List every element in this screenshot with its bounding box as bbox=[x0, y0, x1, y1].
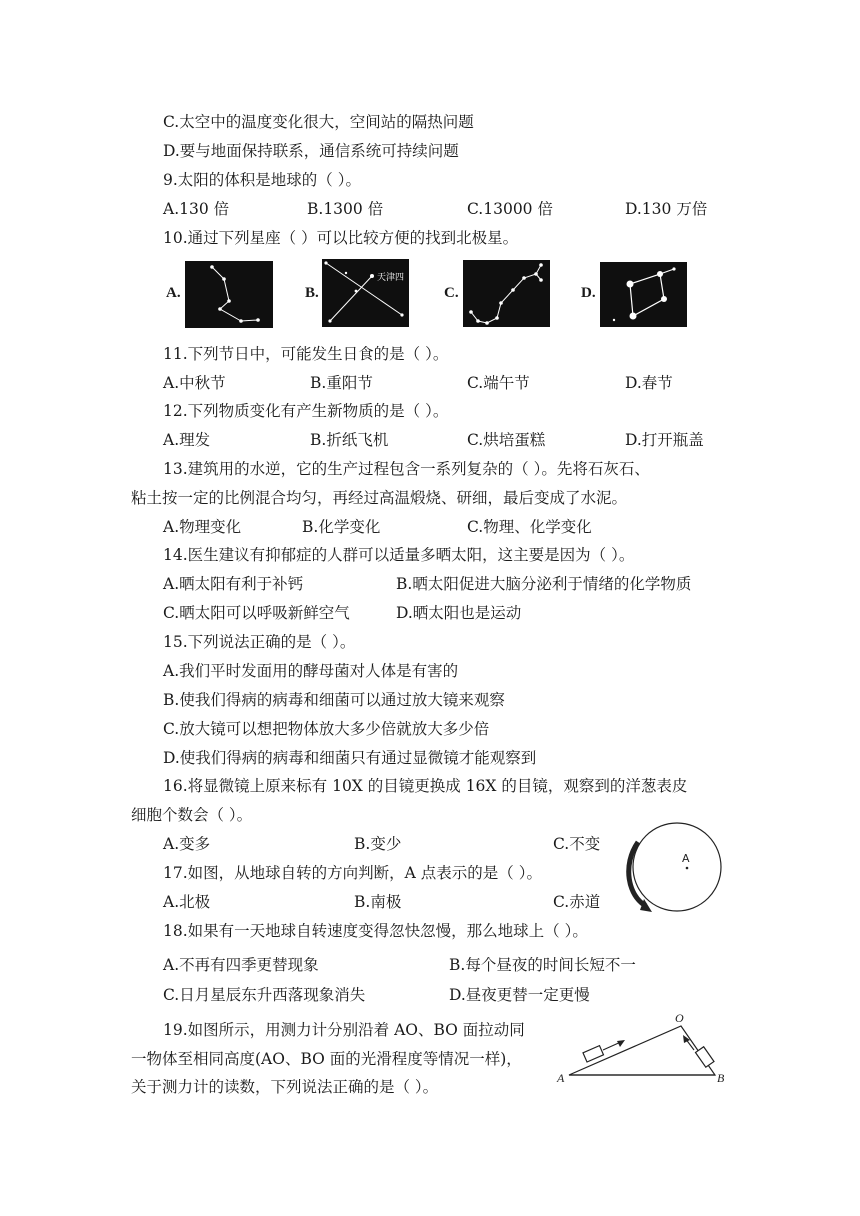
question-19-line-2: 一物体至相同高度(AO、BO 面的光滑程度等情况一样)， bbox=[131, 1050, 522, 1068]
question-15: 15.下列说法正确的是（ ）。 bbox=[163, 633, 356, 651]
q14-option-d: D.晒太阳也是运动 bbox=[396, 604, 522, 622]
q15-option-b: B.使我们得病的病毒和细菌可以通过放大镜来观察 bbox=[163, 691, 505, 709]
q14-option-c: C.晒太阳可以呼吸新鲜空气 bbox=[163, 604, 350, 622]
q14-option-b: B.晒太阳促进大脑分泌利于情绪的化学物质 bbox=[396, 575, 692, 593]
q13-option-a: A.物理变化 bbox=[163, 518, 242, 536]
option-c-space-station: C.太空中的温度变化很大，空间站的隔热问题 bbox=[163, 113, 474, 131]
incline-figure bbox=[553, 1010, 733, 1090]
q17-option-c: C.赤道 bbox=[553, 893, 601, 911]
q18-option-a: A.不再有四季更替现象 bbox=[163, 956, 319, 974]
q16-option-b: B.变少 bbox=[354, 835, 402, 853]
question-9: 9.太阳的体积是地球的（ ）。 bbox=[163, 171, 361, 189]
question-19-line-3: 关于测力计的读数，下列说法正确的是（ ）。 bbox=[131, 1078, 439, 1096]
q10-option-d-image bbox=[600, 262, 687, 327]
question-17: 17.如图，从地球自转的方向判断，A 点表示的是（ ）。 bbox=[163, 864, 542, 882]
question-16-line-1: 16.将显微镜上原来标有 10X 的目镜更换成 16X 的目镜，观察到的洋葱表皮 bbox=[163, 777, 688, 795]
q12-option-d: D.打开瓶盖 bbox=[625, 431, 704, 449]
question-16-line-2: 细胞个数会（ ）。 bbox=[131, 806, 253, 824]
question-14: 14.医生建议有抑郁症的人群可以适量多晒太阳，这主要是因为（ ）。 bbox=[163, 546, 635, 564]
q18-option-c: C.日月星辰东升西落现象消失 bbox=[163, 986, 366, 1004]
q13-option-b: B.化学变化 bbox=[302, 518, 381, 536]
q9-option-a: A.130 倍 bbox=[163, 200, 230, 218]
point-b-label: B bbox=[717, 1071, 725, 1085]
point-a-label: A bbox=[682, 852, 690, 865]
constellation-c-icon bbox=[463, 260, 550, 327]
point-a-label-incline: A bbox=[557, 1071, 565, 1085]
q16-option-a: A.变多 bbox=[163, 835, 211, 853]
q10-option-b-label: B. bbox=[305, 285, 319, 301]
question-11: 11.下列节日中，可能发生日食的是（ ）。 bbox=[163, 345, 449, 363]
star-deneb-label: 天津四 bbox=[377, 273, 405, 283]
block-b bbox=[695, 1047, 714, 1067]
constellation-a-icon bbox=[185, 261, 273, 328]
q10-option-c-label: C. bbox=[444, 285, 459, 301]
q10-option-c-image bbox=[463, 260, 550, 327]
q13-option-c: C.物理、化学变化 bbox=[467, 518, 592, 536]
q11-option-c: C.端午节 bbox=[467, 374, 530, 392]
constellation-d-icon bbox=[600, 262, 687, 327]
question-10: 10.通过下列星座（ ）可以比较方便的找到北极星。 bbox=[163, 229, 519, 247]
earth-rotation-figure bbox=[622, 820, 722, 930]
q18-option-b: B.每个昼夜的时间长短不一 bbox=[449, 956, 636, 974]
q12-option-b: B.折纸飞机 bbox=[310, 431, 389, 449]
q15-option-d: D.使我们得病的病毒和细菌只有通过显微镜才能观察到 bbox=[163, 749, 537, 767]
q9-option-b: B.1300 倍 bbox=[307, 200, 384, 218]
option-d-space-station: D.要与地面保持联系，通信系统可持续问题 bbox=[163, 142, 459, 160]
q14-option-a: A.晒太阳有利于补钙 bbox=[163, 575, 304, 593]
q17-option-b: B.南极 bbox=[354, 893, 402, 911]
q10-option-a-image bbox=[185, 261, 273, 328]
q18-option-d: D.昼夜更替一定更慢 bbox=[449, 986, 590, 1004]
block-a bbox=[583, 1046, 603, 1062]
point-a-marker bbox=[686, 867, 689, 870]
q12-option-a: A.理发 bbox=[163, 431, 211, 449]
q9-option-d: D.130 万倍 bbox=[625, 200, 708, 218]
q15-option-a: A.我们平时发面用的酵母菌对人体是有害的 bbox=[163, 662, 459, 680]
q10-option-b-image bbox=[322, 259, 409, 327]
q11-option-b: B.重阳节 bbox=[310, 374, 373, 392]
q11-option-d: D.春节 bbox=[625, 374, 673, 392]
question-13-line-1: 13.建筑用的水逆，它的生产过程包含一系列复杂的（ ）。先将石灰石、 bbox=[163, 460, 650, 478]
q12-option-c: C.烘培蛋糕 bbox=[467, 431, 546, 449]
question-19-line-1: 19.如图所示，用测力计分别沿着 AO、BO 面拉动同 bbox=[163, 1021, 525, 1039]
constellation-b-icon bbox=[322, 259, 409, 327]
q17-option-a: A.北极 bbox=[163, 893, 211, 911]
point-o-label: O bbox=[675, 1011, 684, 1025]
question-12: 12.下列物质变化有产生新物质的是（ ）。 bbox=[163, 402, 449, 420]
q10-option-a-label: A. bbox=[166, 285, 181, 301]
q15-option-c: C.放大镜可以想把物体放大多少倍就放大多少倍 bbox=[163, 720, 490, 738]
question-18: 18.如果有一天地球自转速度变得忽快忽慢，那么地球上（ ）。 bbox=[163, 922, 588, 940]
q9-option-c: C.13000 倍 bbox=[467, 200, 553, 218]
question-13-line-2: 粘土按一定的比例混合均匀，再经过高温煅烧、研细，最后变成了水泥。 bbox=[131, 489, 628, 507]
q11-option-a: A.中秋节 bbox=[163, 374, 226, 392]
q16-option-c: C.不变 bbox=[553, 835, 601, 853]
q10-option-d-label: D. bbox=[581, 285, 596, 301]
